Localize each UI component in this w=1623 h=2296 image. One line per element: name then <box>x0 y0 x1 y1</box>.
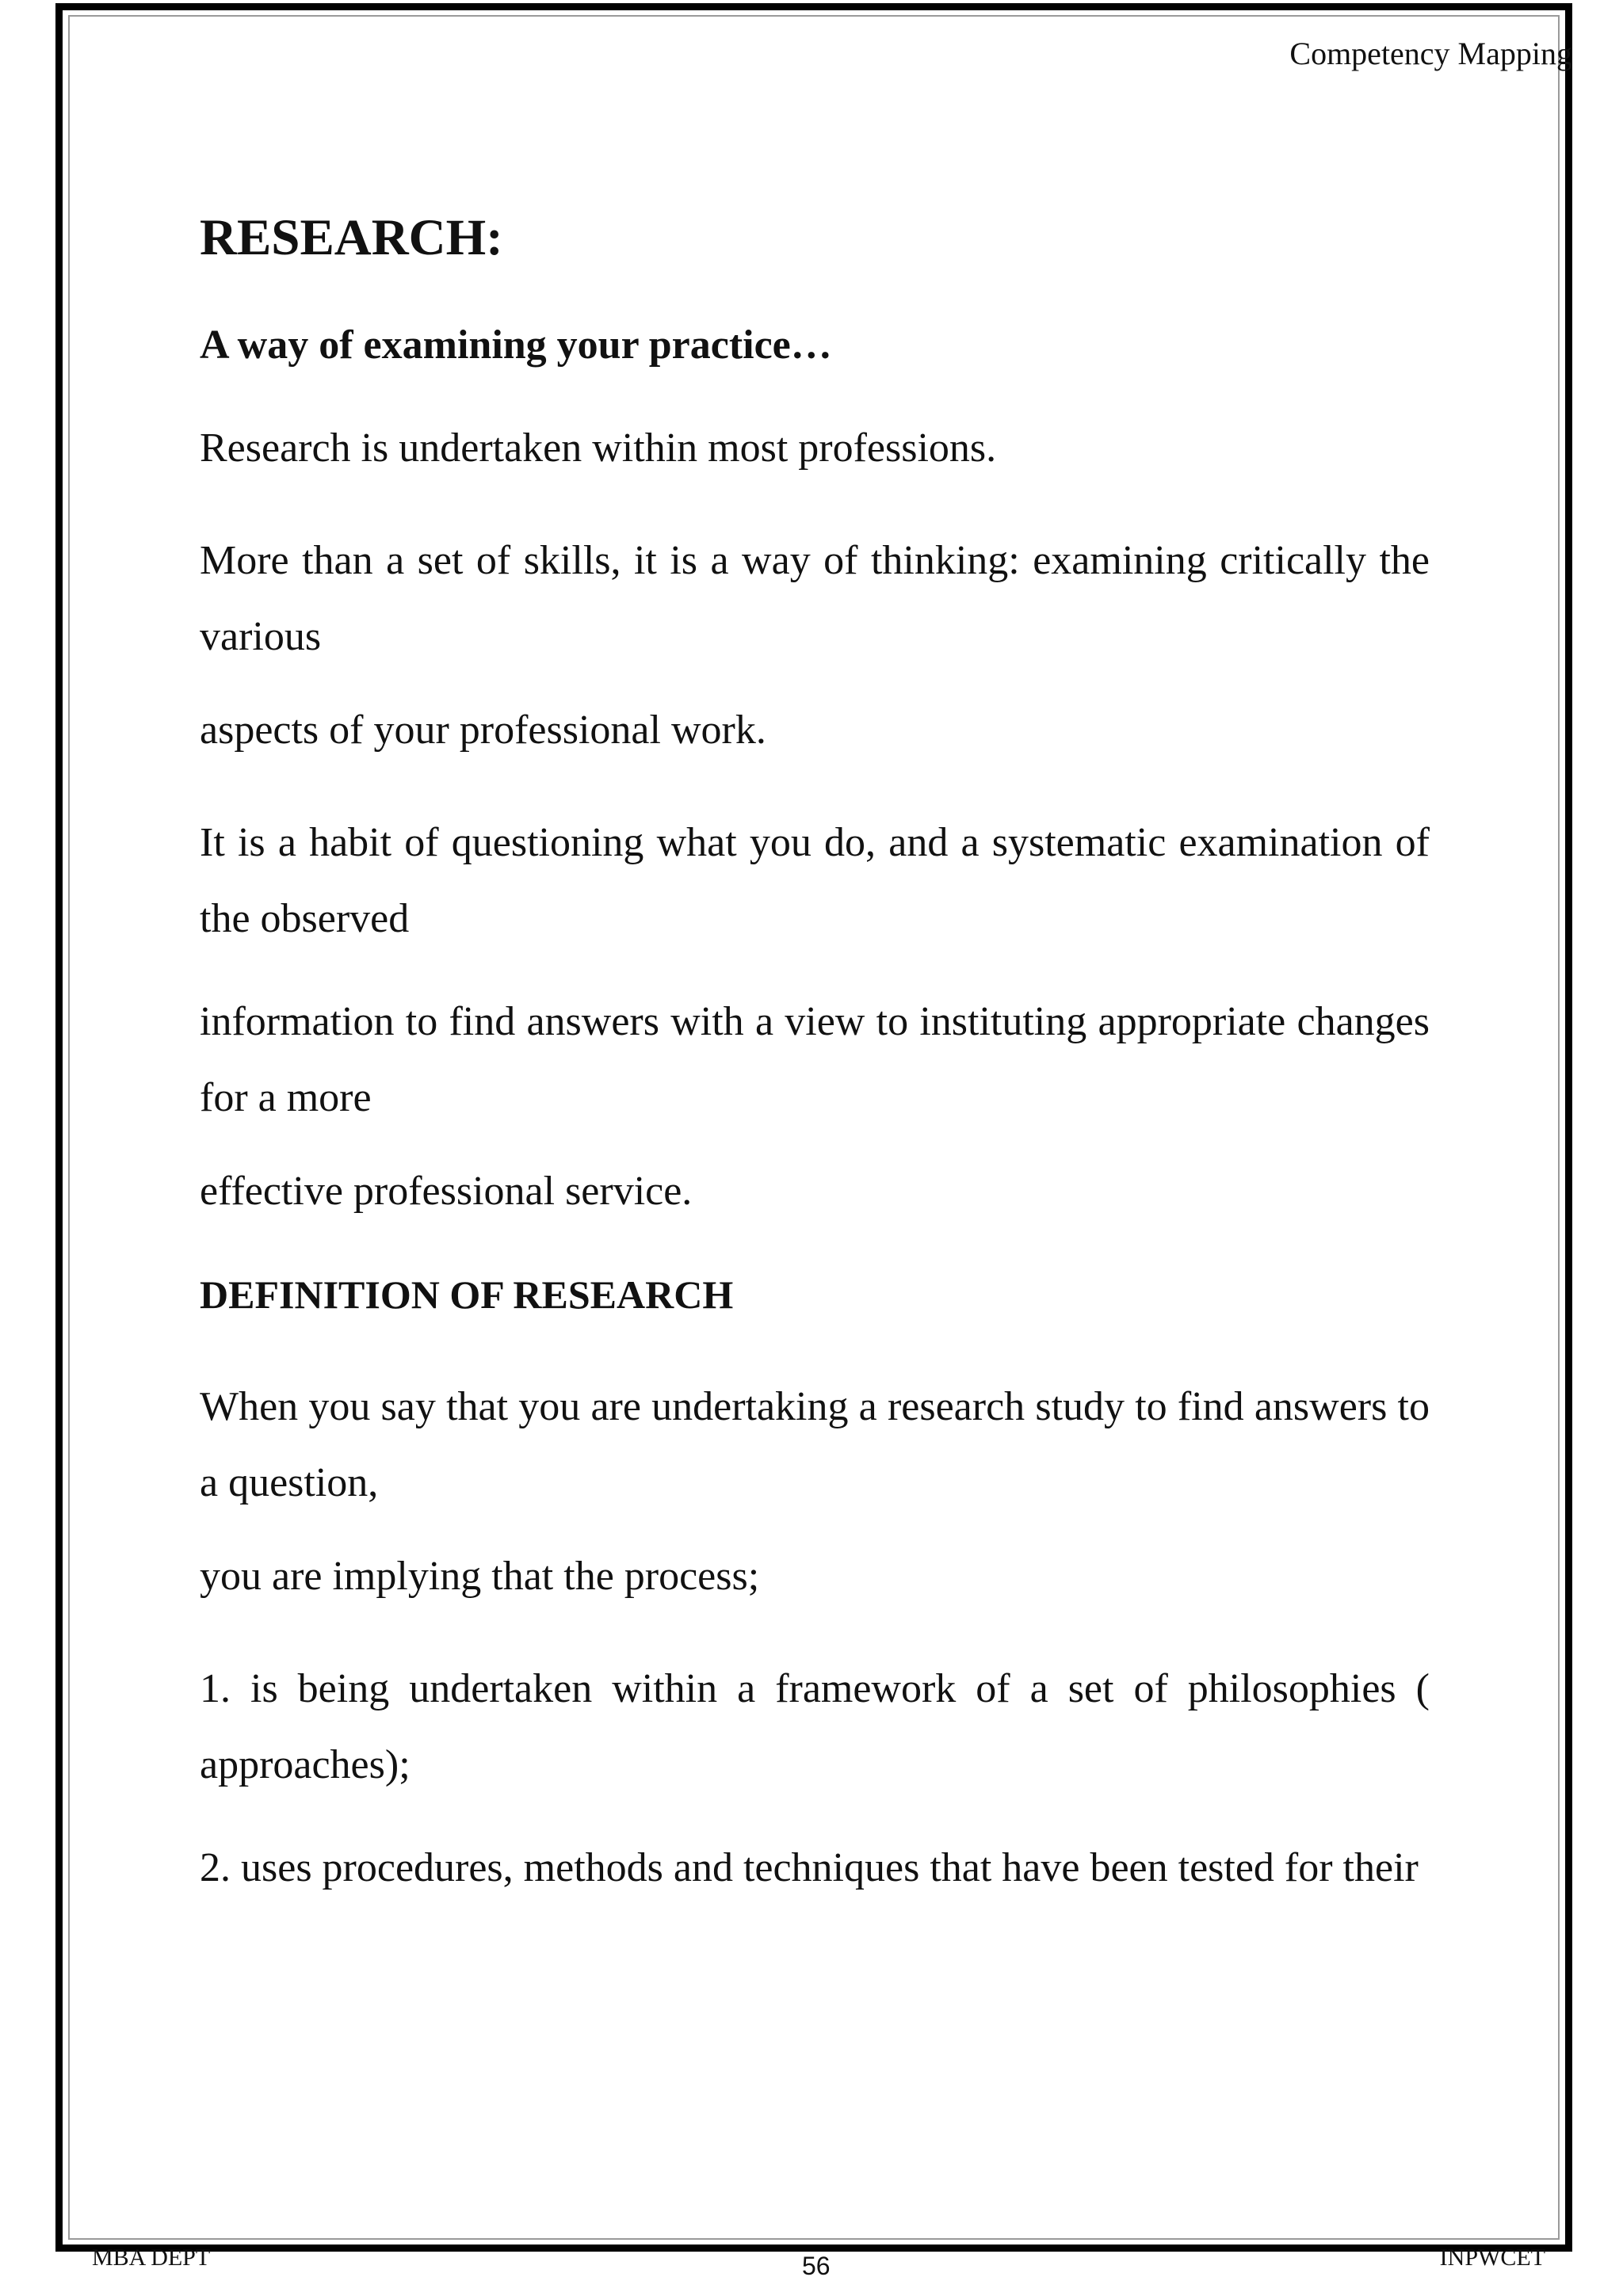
paragraph: effective professional service. <box>200 1169 693 1214</box>
paragraph: you are implying that the process; <box>200 1554 760 1599</box>
section-heading: DEFINITION OF RESEARCH <box>200 1272 734 1317</box>
list-item: 2. uses procedures, methods and techniques that have been tested for their <box>200 1845 1419 1890</box>
paragraph: When you say that you are undertaking a research study to find answers to a question, <box>200 1384 1430 1505</box>
page-number: 56 <box>802 2252 831 2280</box>
page-body <box>200 206 1430 1933</box>
paragraph: Research is undertaken within most professions. <box>200 425 997 471</box>
footer-right-text: INPWCET <box>1439 2245 1545 2271</box>
paragraph: aspects of your professional work. <box>200 707 766 753</box>
page-subheading: A way of examining your practice… <box>200 322 832 368</box>
paragraph: More than a set of skills, it is a way of thinking: examining critically the various <box>200 538 1430 659</box>
page-heading: RESEARCH: <box>200 209 503 266</box>
paragraph: It is a habit of questioning what you do, and a systematic examination of the observed <box>200 820 1430 941</box>
list-item: 1. is being undertaken within a framework of a set of philosophies ( approaches); <box>200 1666 1430 1787</box>
running-header: Competency Mapping <box>1289 36 1572 71</box>
paragraph: information to find answers with a view to instituting appropriate changes for a more <box>200 999 1430 1120</box>
footer-left-text: MBA DEPT <box>92 2245 211 2271</box>
